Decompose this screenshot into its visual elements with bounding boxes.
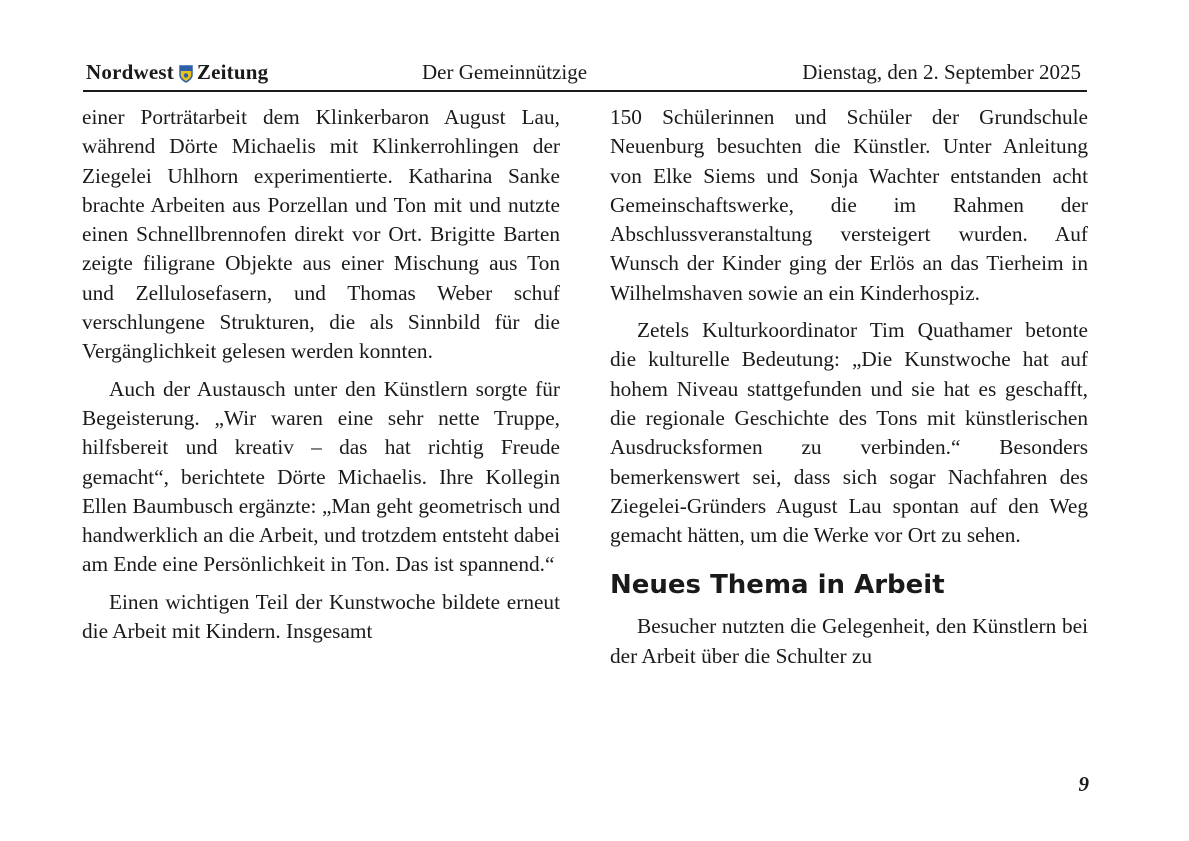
page-number: 9 xyxy=(1078,772,1089,796)
newspaper-logo xyxy=(86,60,268,85)
left-paragraph-2: Auch der Austausch unter den Künstlern sorgte für Begeisterung. „Wir waren eine sehr nette Truppe, hilfsbereit und kreativ – das hat richtig Freude gemacht“, berichtete Dörte Michaelis. Ihre Kollegin Ellen Baumbusch ergänzte: „Man geht geometrisch und handwerklich an die Arbeit, und trotzdem entsteht dabei am Ende eine Persönlichkeit in Ton. Das ist spannend.“ xyxy=(82,376,560,577)
right-paragraph-2: Zetels Kulturkoordinator Tim Quathamer betonte die kulturelle Bedeutung: „Die Kunstwoche hat auf hohem Niveau stattgefunden und sie hat es geschafft, die regionale Geschichte des Tons mit künstlerischen Ausdrucksformen zu verbinden.“ Besonders bemerkenswert sei, dass sich sogar Nachfahren des Ziegelei-Gründers August Lau spontan auf den Weg gemacht hätten, um die Werke vor Ort zu sehen. xyxy=(610,318,1088,548)
right-paragraph-1: 150 Schülerinnen und Schüler der Grundschule Neuenburg besuchten die Künstler. Unter Anleitung von Elke Siems und Sonja Wachter entstanden acht Gemeinschaftswerke, die im Rahmen der Abschlussveranstaltung versteigert wurden. Auf Wunsch der Kinder ging der Erlös an das Tierheim in Wilhelmshaven sowie an ein Kinderhospiz. xyxy=(610,105,1088,305)
issue-date: Dienstag, den 2. September 2025 xyxy=(802,60,1081,84)
left-paragraph-1: einer Porträtarbeit dem Klinkerbaron August Lau, während Dörte Michaelis mit Klinkerrohlingen der Ziegelei Uhlhorn experimentierte. Katharina Sanke brachte Arbeiten aus Porzellan und Ton mit und nutzte einen Schnellbrennofen direkt vor Ort. Brigitte Barten zeigte filigrane Objekte aus einer Mischung aus Ton und Zellulosefasern, und Thomas Weber schuf verschlungene Strukturen, die als Sinnbild für die Vergänglichkeit gelesen werden konnten. xyxy=(82,105,560,364)
brand-name-left: Nordwest xyxy=(86,60,174,84)
right-column xyxy=(610,103,1088,671)
right-paragraph-3: Besucher nutzten die Gelegenheit, den Künstlern bei der Arbeit über die Schulter zu xyxy=(610,614,1088,668)
page-header xyxy=(83,58,1087,92)
left-paragraph-3: Einen wichtigen Teil der Kunstwoche bildete erneut die Arbeit mit Kindern. Insgesamt xyxy=(82,589,560,644)
section-heading: Neues Thema in Arbeit xyxy=(610,570,945,601)
crest-icon xyxy=(179,64,193,82)
section-title: Der Gemeinnützige xyxy=(422,60,588,84)
left-column xyxy=(82,103,560,646)
brand-name-right: Zeitung xyxy=(196,60,269,84)
